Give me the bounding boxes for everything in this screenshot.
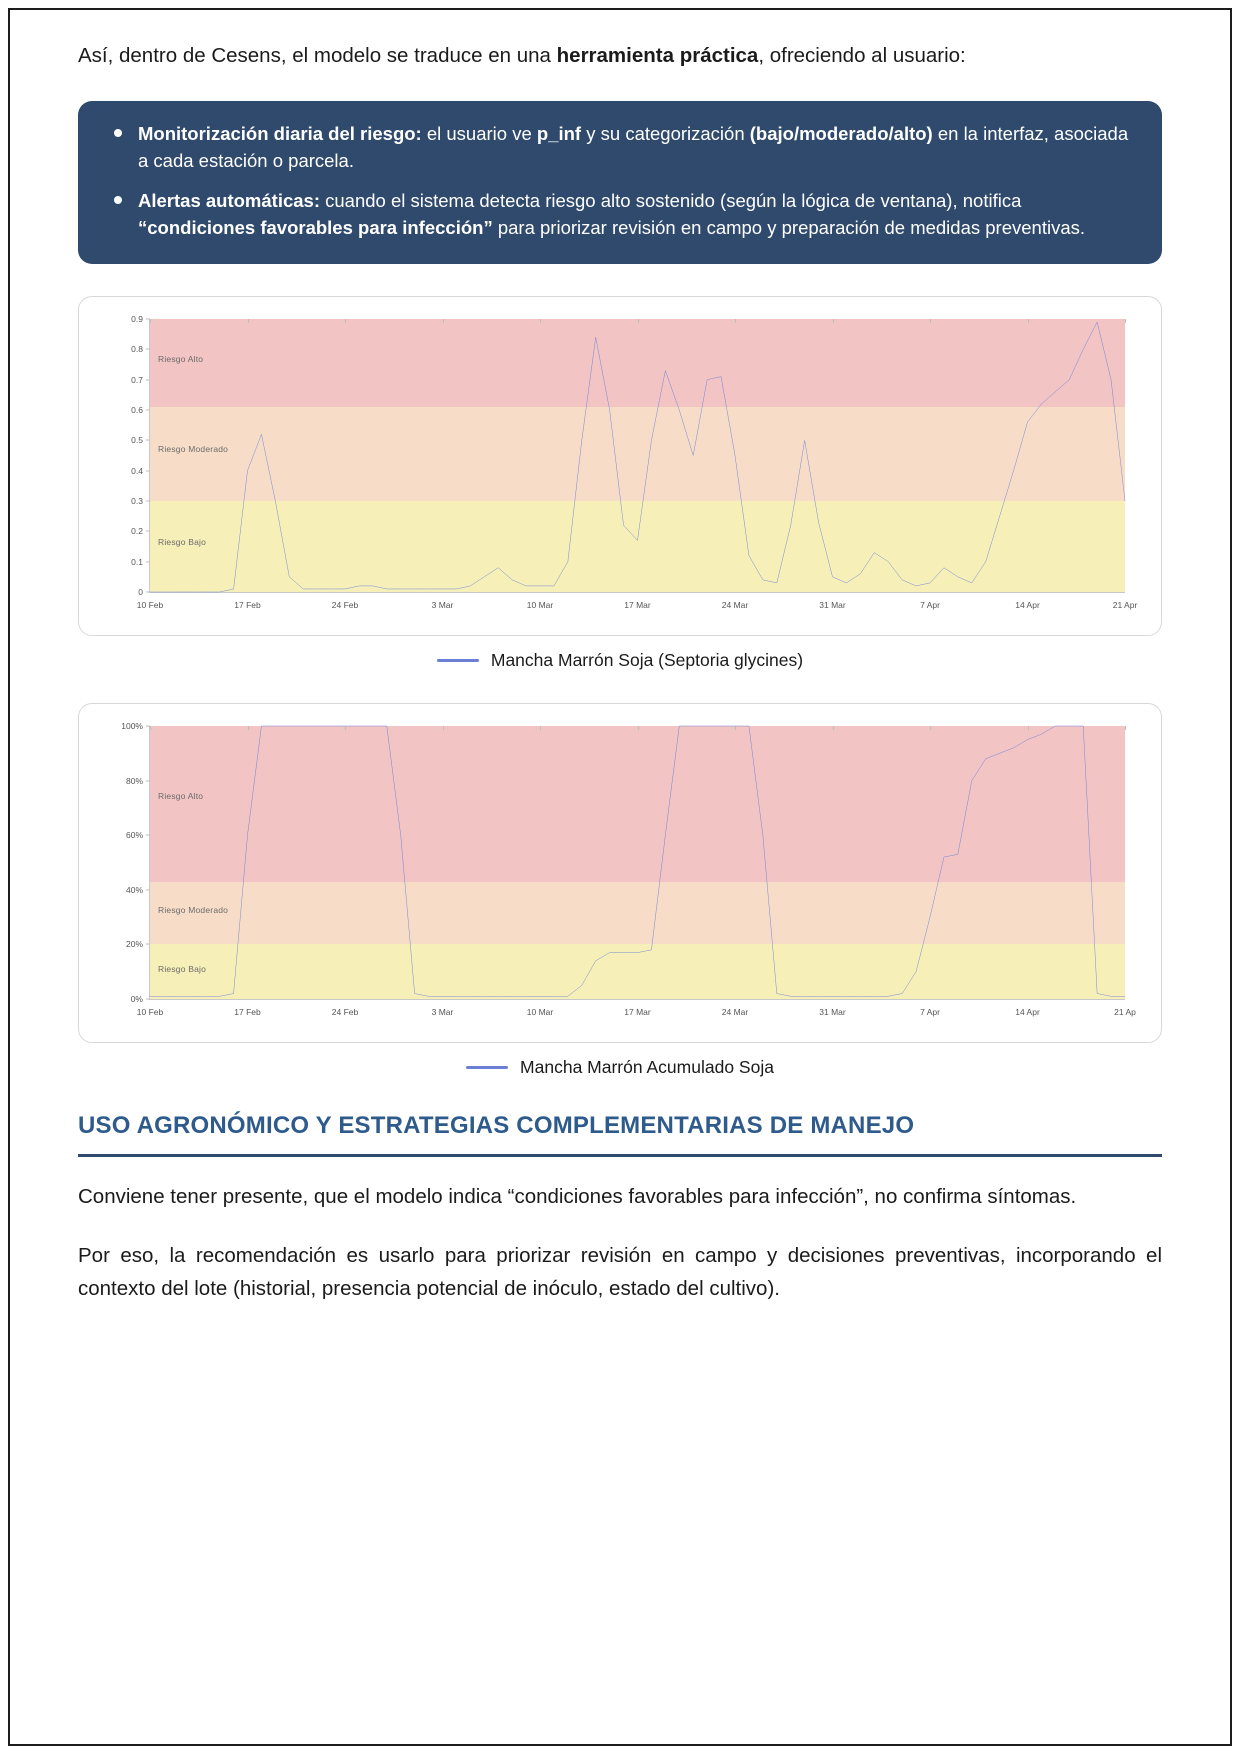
section-paragraph-2: Por eso, la recomendación es usarlo para priorizar revisión en campo y decisiones preventivas, incorporando el contexto del lote (historial, presencia potencial de inóculo, estado del cultivo).	[78, 1243, 1162, 1300]
x-axis-tick-mark	[1125, 319, 1126, 323]
x-axis-tick-label: 24 Feb	[331, 1007, 359, 1018]
y-axis-tick-label: 0.8	[131, 344, 143, 355]
y-axis-tick-label: 0%	[130, 994, 143, 1005]
x-axis-tick-label: 17 Feb	[234, 600, 261, 611]
x-axis-tick-label: 14 Apr	[1015, 1007, 1040, 1018]
y-axis-tick-label: 0.9	[131, 314, 143, 325]
callout-list	[104, 121, 1136, 242]
callout-item-1-text-b: y su categorización	[581, 122, 750, 144]
intro-text-line2: ofreciendo al usuario:	[769, 44, 966, 67]
risk-band-label: Riesgo Bajo	[158, 536, 207, 547]
section-heading: USO AGRONÓMICO Y ESTRATEGIAS COMPLEMENTARIAS DE MANEJO	[78, 1112, 915, 1140]
y-axis-tick-label: 40%	[125, 884, 143, 895]
x-axis-tick-label: 10 Feb	[136, 1007, 164, 1018]
y-axis-tick-label: 20%	[125, 939, 143, 950]
callout-item-monitorizacion	[104, 121, 1136, 175]
intro-strong: herramienta práctica	[556, 44, 759, 67]
page-content	[78, 40, 1162, 1305]
x-axis-tick-label: 10 Mar	[526, 600, 554, 611]
x-axis-tick-label: 24 Mar	[721, 600, 749, 611]
y-axis-tick-label: 0.3	[131, 496, 143, 507]
x-axis-tick-label: 24 Mar	[721, 1007, 749, 1018]
series-layer	[150, 726, 1125, 999]
legend-swatch-icon	[437, 659, 479, 662]
y-axis-tick-label: 60%	[125, 830, 143, 841]
x-axis-tick-label: 3 Mar	[431, 1007, 454, 1018]
y-axis-tick-label: 80%	[125, 775, 143, 786]
callout-item-2-text-b: para priorizar revisión en campo y preparación de medidas preventivas.	[492, 217, 1086, 239]
chart-area-2	[89, 716, 1143, 1034]
x-axis-tick-label: 31 Mar	[819, 600, 846, 611]
plot-region-1	[131, 314, 1138, 611]
y-axis-tick-label: 0.5	[131, 435, 143, 446]
y-axis-tick-label: 0.2	[131, 526, 143, 537]
x-axis-tick-label: 7 Apr	[920, 600, 940, 611]
y-axis-tick-label: 0.4	[131, 465, 143, 476]
plot-region-2	[121, 721, 1136, 1018]
x-axis-tick-label: 17 Mar	[624, 1007, 651, 1018]
intro-paragraph	[78, 40, 1162, 73]
y-axis-tick-label: 0.6	[131, 405, 143, 416]
series-layer	[150, 319, 1125, 592]
legend-label-2: Mancha Marrón Acumulado Soja	[520, 1057, 774, 1078]
series-line	[150, 322, 1125, 592]
callout-item-2-lead: Alertas automáticas:	[138, 190, 320, 212]
intro-text-a: Así, dentro de Cesens, el modelo se traduce en una	[78, 44, 557, 67]
series-line	[150, 726, 1125, 996]
chart-card-accumulated-risk	[78, 703, 1162, 1043]
x-axis-tick-label: 24 Feb	[331, 600, 359, 611]
paragraph-spacer	[78, 1214, 1162, 1240]
y-axis-tick-label: 0.1	[131, 556, 143, 567]
risk-band-label: Riesgo Moderado	[158, 904, 229, 915]
risk-band-label: Riesgo Alto	[158, 791, 204, 802]
risk-band-label: Riesgo Moderado	[158, 444, 229, 455]
bullet-icon	[114, 129, 122, 137]
chart-card-daily-risk	[78, 296, 1162, 636]
callout-item-2-strong-1: “condiciones favorables para infección”	[138, 217, 493, 239]
y-axis-tick-label: 100%	[121, 721, 143, 732]
y-axis-tick-label: 0	[138, 587, 143, 598]
chart-area-1	[89, 309, 1143, 627]
callout-item-alertas	[104, 188, 1136, 242]
callout-item-1-strong-1: p_inf	[536, 122, 582, 144]
callout-item-1-text-c: en la interfaz, asociada a cada estación o parcela.	[138, 122, 1129, 171]
callout-item-2-text-a: cuando el sistema detecta riesgo alto sostenido (según la lógica de ventana), notifica	[319, 190, 1022, 212]
x-axis-tick-label: 7 Apr	[920, 1007, 940, 1018]
y-axis-tick-label: 0.7	[131, 374, 143, 385]
legend-swatch-icon	[466, 1066, 508, 1069]
x-axis-tick-label: 3 Mar	[431, 600, 454, 611]
chart-legend-2	[78, 1057, 1162, 1078]
legend-label-1: Mancha Marrón Soja (Septoria glycines)	[490, 650, 804, 671]
callout-box	[78, 101, 1162, 264]
callout-item-1-lead: Monitorización diaria del riesgo:	[138, 122, 422, 144]
x-axis-tick-label: 21 Ap	[1114, 1007, 1136, 1018]
section-divider	[78, 1154, 1162, 1157]
callout-item-1-strong-2: (bajo/moderado/alto)	[749, 122, 933, 144]
x-axis-tick-label: 10 Mar	[526, 1007, 554, 1018]
x-axis-tick-label: 10 Feb	[136, 600, 164, 611]
x-axis-tick-label: 14 Apr	[1015, 600, 1040, 611]
risk-band-label: Riesgo Bajo	[158, 964, 207, 975]
intro-text-c: ,	[758, 44, 765, 67]
section-body	[78, 1181, 1162, 1305]
callout-item-1-text-a: el usuario ve	[421, 122, 537, 144]
x-axis-tick-label: 17 Mar	[624, 600, 651, 611]
risk-band-label: Riesgo Alto	[158, 353, 204, 364]
bullet-icon	[114, 196, 122, 204]
x-axis-tick-label: 31 Mar	[819, 1007, 846, 1018]
x-axis-tick-label: 17 Feb	[234, 1007, 261, 1018]
x-axis-tick-mark	[1125, 726, 1126, 730]
chart-legend-1	[78, 650, 1162, 671]
x-axis-tick-label: 21 Apr	[1112, 600, 1138, 611]
section-paragraph-1: Conviene tener presente, que el modelo indica “condiciones favorables para infección”, no confirma síntomas.	[78, 1185, 1077, 1209]
